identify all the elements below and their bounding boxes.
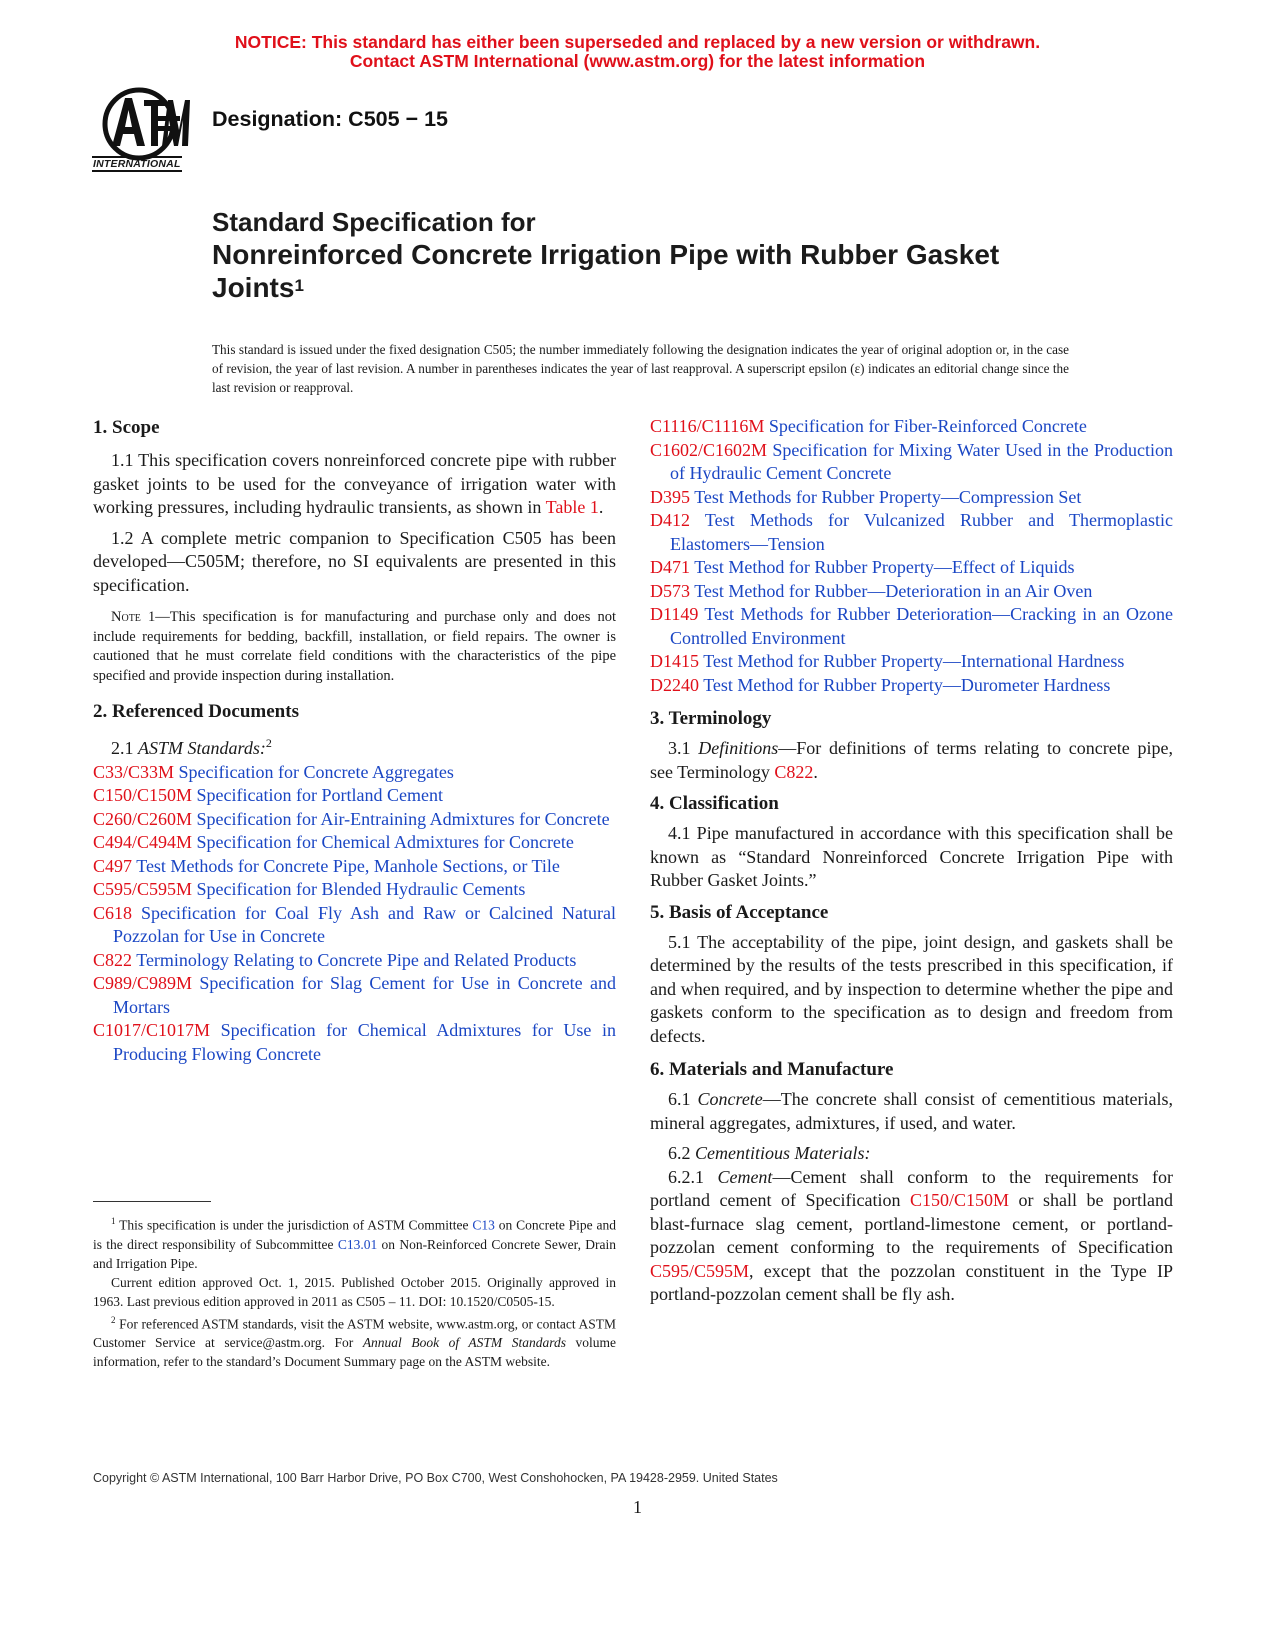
materials-p3-text-3: , except that the pozzolan constituent in the Type IP portland-pozzolan cement shall be fly ash.	[650, 1260, 1173, 1304]
reference-item[interactable]	[650, 415, 1173, 439]
materials-paragraph-3	[650, 1166, 1173, 1307]
scope-paragraph-2: 1.2 A complete metric companion to Specification C505 has been developed—C505M; therefore, no SI equivalents are presented in this specification.	[93, 527, 616, 595]
footnote-2-text-b: volume information, refer to the standard’s Document Summary page on the ASTM website.	[93, 1335, 616, 1369]
scope-p1-text: 1.1 This specification covers nonreinforced concrete pipe with rubber gasket joints to be used for the conveyance of irrigation water with working pressures, including hydraulic transients, as shown in	[93, 450, 616, 517]
section-scope-heading: 1. Scope	[93, 417, 160, 438]
reference-title[interactable]: Test Methods for Concrete Pipe, Manhole Sections, or Tile	[136, 855, 560, 876]
reference-title[interactable]: Test Methods for Vulcanized Rubber and Thermoplastic Elastomers—Tension	[670, 510, 1173, 554]
section-terminology-heading: 3. Terminology	[650, 708, 772, 729]
terminology-num: 3.1	[668, 738, 691, 758]
reference-code[interactable]: D1149	[650, 604, 699, 624]
materials-p1-term: Concrete	[697, 1089, 763, 1109]
materials-p3-text-2: or shall be portland blast-furnace slag cement, portland-limestone cement, or portland-pozzolan cement conforming to the requirements of Specification	[650, 1190, 1174, 1257]
title-line-3-text: Joints	[212, 272, 295, 303]
terminology-paragraph	[650, 737, 1173, 784]
reference-code[interactable]: C989/C989M	[93, 973, 193, 993]
right-column	[650, 415, 1173, 1307]
reference-code[interactable]: C33/C33M	[93, 761, 175, 782]
footnote-1	[93, 1212, 616, 1273]
footnote-2-text-a: For referenced ASTM standards, visit the ASTM website, www.astm.org, or contact ASTM Customer Service at service@astm.org. For	[93, 1316, 616, 1350]
terminology-term: Definitions	[698, 738, 779, 758]
c150-link[interactable]: C150/C150M	[909, 1190, 1009, 1210]
scope-p1-end: .	[598, 497, 604, 517]
materials-p3-term: Cement	[717, 1166, 773, 1187]
reference-title[interactable]: Test Method for Rubber—Deterioration in an Air Oven	[694, 580, 1093, 601]
notice-line-1: NOTICE: This standard has either been superseded and replaced by a new version or withdrawn.	[234, 32, 1041, 52]
reference-code[interactable]: C260/C260M	[93, 808, 193, 829]
scope-note-1	[93, 608, 616, 686]
copyright: Copyright © ASTM International, 100 Barr Harbor Drive, PO Box C700, West Conshohocken, PA 19428-2959. United States	[93, 1471, 778, 1485]
footnotes	[93, 1212, 616, 1371]
reference-code[interactable]: D2240	[650, 674, 699, 695]
reference-code[interactable]: D471	[650, 557, 690, 577]
reference-item[interactable]	[93, 831, 616, 855]
materials-paragraph-2	[650, 1142, 1173, 1166]
materials-paragraph-1	[650, 1088, 1173, 1135]
reference-item[interactable]	[93, 902, 616, 949]
reference-title[interactable]: Specification for Chemical Admixtures for Concrete	[196, 832, 574, 852]
notice-line-2: Contact ASTM International (www.astm.org) for the latest information	[349, 51, 926, 71]
terminology-end: .	[813, 761, 818, 782]
section-referenced-heading: 2. Referenced Documents	[93, 701, 299, 722]
reference-title[interactable]: Test Method for Rubber Property—International Hardness	[703, 651, 1125, 671]
reference-item[interactable]	[93, 855, 616, 879]
footnote-2	[93, 1311, 616, 1372]
materials-p3-text-1: —Cement shall conform to the requirements for portland cement of Specification	[650, 1166, 1174, 1210]
reference-code[interactable]: C1017/C1017M	[93, 1020, 211, 1040]
logo-caption: INTERNATIONAL	[93, 158, 181, 170]
reference-title[interactable]: Terminology Relating to Concrete Pipe and Related Products	[136, 949, 577, 970]
reference-title[interactable]: Test Method for Rubber Property—Effect of Liquids	[694, 557, 1075, 577]
title-footnote-mark: 1	[294, 276, 304, 295]
classification-paragraph: 4.1 Pipe manufactured in accordance with this specification shall be known as “Standard Nonreinforced Concrete Irrigation Pipe with Rubber Gasket Joints.”	[650, 823, 1173, 890]
c822-link[interactable]: C822	[774, 761, 814, 782]
reference-item[interactable]	[650, 580, 1173, 604]
table-1-link[interactable]: Table 1	[545, 497, 599, 517]
reference-item[interactable]	[650, 486, 1173, 510]
reference-item[interactable]	[93, 761, 616, 785]
footnote-1-text-a: This specification is under the jurisdiction of ASTM Committee	[119, 1217, 473, 1233]
right-reference-list	[650, 415, 1173, 697]
reference-code[interactable]: C822	[93, 949, 133, 970]
note-label: Note 1	[111, 609, 156, 625]
section-materials-heading: 6. Materials and Manufacture	[650, 1059, 894, 1080]
title-line-3	[212, 271, 1072, 304]
left-reference-list	[93, 761, 616, 1067]
left-column	[93, 416, 616, 1066]
page-number: 1	[633, 1497, 642, 1517]
issued-note: This standard is issued under the fixed designation C505; the number immediately following the designation indicates the year of original adoption or, in the case of revision, the year of last revision. A number in parentheses indicates the year of last reapproval. A superscript epsilon (ε) indicates an editorial change since the last revision or reapproval.	[212, 342, 1069, 395]
reference-title[interactable]: Specification for Portland Cement	[196, 785, 443, 805]
reference-code[interactable]: C494/C494M	[93, 832, 193, 852]
document-title	[212, 206, 1072, 304]
reference-title[interactable]: Specification for Slag Cement for Use in Concrete and Mortars	[113, 973, 616, 1017]
section-classification-heading: 4. Classification	[650, 793, 779, 814]
reference-code[interactable]: C1116/C1116M	[650, 416, 765, 436]
footnote-1-text-c: on Non-Reinforced Concrete Sewer, Drain and Irrigation Pipe.	[93, 1236, 616, 1271]
footnote-2-italic: Annual Book of ASTM Standards	[362, 1335, 566, 1350]
reference-title[interactable]: Specification for Mixing Water Used in the Production of Hydraulic Cement Concrete	[670, 439, 1174, 483]
footnote-1-text-b: on Concrete Pipe and is the direct responsibility of Subcommittee	[93, 1217, 616, 1252]
footnote-divider	[93, 1201, 211, 1202]
title-line-1: Standard Specification for	[212, 207, 536, 237]
reference-item[interactable]	[93, 784, 616, 808]
reference-code[interactable]: D573	[650, 580, 690, 601]
reference-code[interactable]: C595/C595M	[93, 879, 193, 899]
astm-standards-subheading	[93, 732, 616, 761]
footnote-1-edition: Current edition approved Oct. 1, 2015. Published October 2015. Originally approved in 1963. Last previous edition approved in 2011 as C505 – 11. DOI: 10.1520/C0505-15.	[93, 1274, 616, 1309]
reference-item[interactable]	[650, 556, 1173, 580]
reference-title[interactable]: Specification for Chemical Admixtures for Use in Producing Flowing Concrete	[113, 1020, 616, 1064]
materials-p2-num: 6.2	[668, 1143, 691, 1163]
acceptance-paragraph: 5.1 The acceptability of the pipe, joint design, and gaskets shall be determined by the results of the tests prescribed in this specification, if and when required, and by inspection to determine whether the pipe and gaskets conform to the specification as to design and freedom from defects.	[650, 931, 1173, 1046]
reference-code[interactable]: C1602/C1602M	[650, 439, 768, 460]
reference-item[interactable]	[650, 509, 1173, 556]
reference-code[interactable]: D1415	[650, 651, 699, 671]
reference-item[interactable]	[650, 650, 1173, 674]
footnote-1-mark: 1	[111, 1216, 116, 1226]
reference-item[interactable]	[650, 439, 1173, 486]
reference-title[interactable]: Test Methods for Rubber Property—Compression Set	[694, 486, 1082, 507]
c13-link[interactable]: C13	[472, 1217, 495, 1233]
reference-code[interactable]: C497	[93, 855, 133, 876]
subheading-label: ASTM Standards:	[138, 738, 266, 758]
reference-title[interactable]: Test Method for Rubber Property—Durometer Hardness	[703, 674, 1111, 695]
reference-item[interactable]	[93, 1019, 616, 1066]
reference-code[interactable]: D395	[650, 486, 690, 507]
materials-p1-num: 6.1	[668, 1089, 691, 1109]
reference-item[interactable]	[650, 603, 1173, 650]
materials-p2-term: Cementitious Materials:	[695, 1143, 871, 1163]
reference-item[interactable]	[93, 949, 616, 973]
subheading-number: 2.1	[111, 738, 134, 758]
reference-item[interactable]	[93, 972, 616, 1019]
reference-item[interactable]	[650, 674, 1173, 698]
section-acceptance-heading: 5. Basis of Acceptance	[650, 901, 829, 923]
reference-title[interactable]: Specification for Fiber-Reinforced Concrete	[768, 416, 1087, 436]
note-text: —This specification is for manufacturing and purchase only and does not include requirements for bedding, backfill, installation, or field repairs. The owner is cautioned that he must correlate field conditions with the characteristics of the pipe specified and provide inspection during installation.	[93, 609, 616, 684]
reference-code[interactable]: C150/C150M	[93, 785, 193, 805]
materials-p1-text: —The concrete shall consist of cementitious materials, mineral aggregates, admixtures, if used, and water.	[650, 1089, 1173, 1133]
terminology-text: —For definitions of terms relating to concrete pipe, see Terminology	[650, 738, 1173, 782]
superseded-notice	[0, 33, 1275, 71]
reference-title[interactable]: Specification for Coal Fly Ash and Raw or Calcined Natural Pozzolan for Use in Concrete	[113, 902, 617, 946]
materials-p3-num: 6.2.1	[668, 1166, 704, 1187]
reference-item[interactable]	[93, 808, 616, 832]
astm-logo	[92, 86, 204, 180]
reference-code[interactable]: C618	[93, 902, 133, 923]
reference-item[interactable]	[93, 878, 616, 902]
reference-title[interactable]: Specification for Air-Entraining Admixtures for Concrete	[196, 808, 610, 829]
c13-01-link[interactable]: C13.01	[337, 1236, 378, 1252]
scope-paragraph-1	[93, 449, 616, 520]
reference-title[interactable]: Test Methods for Rubber Deterioration—Cracking in an Ozone Controlled Environment	[670, 604, 1173, 648]
subheading-footnote-mark: 2	[265, 736, 272, 750]
footnote-2-mark: 2	[111, 1314, 116, 1325]
reference-code[interactable]: D412	[650, 510, 690, 530]
reference-title[interactable]: Specification for Concrete Aggregates	[178, 761, 454, 782]
title-line-2: Nonreinforced Concrete Irrigation Pipe with Rubber Gasket	[212, 239, 1000, 270]
reference-title[interactable]: Specification for Blended Hydraulic Cements	[196, 879, 526, 899]
c595-link[interactable]: C595/C595M	[650, 1260, 750, 1281]
designation: Designation: C505 − 15	[212, 107, 448, 131]
